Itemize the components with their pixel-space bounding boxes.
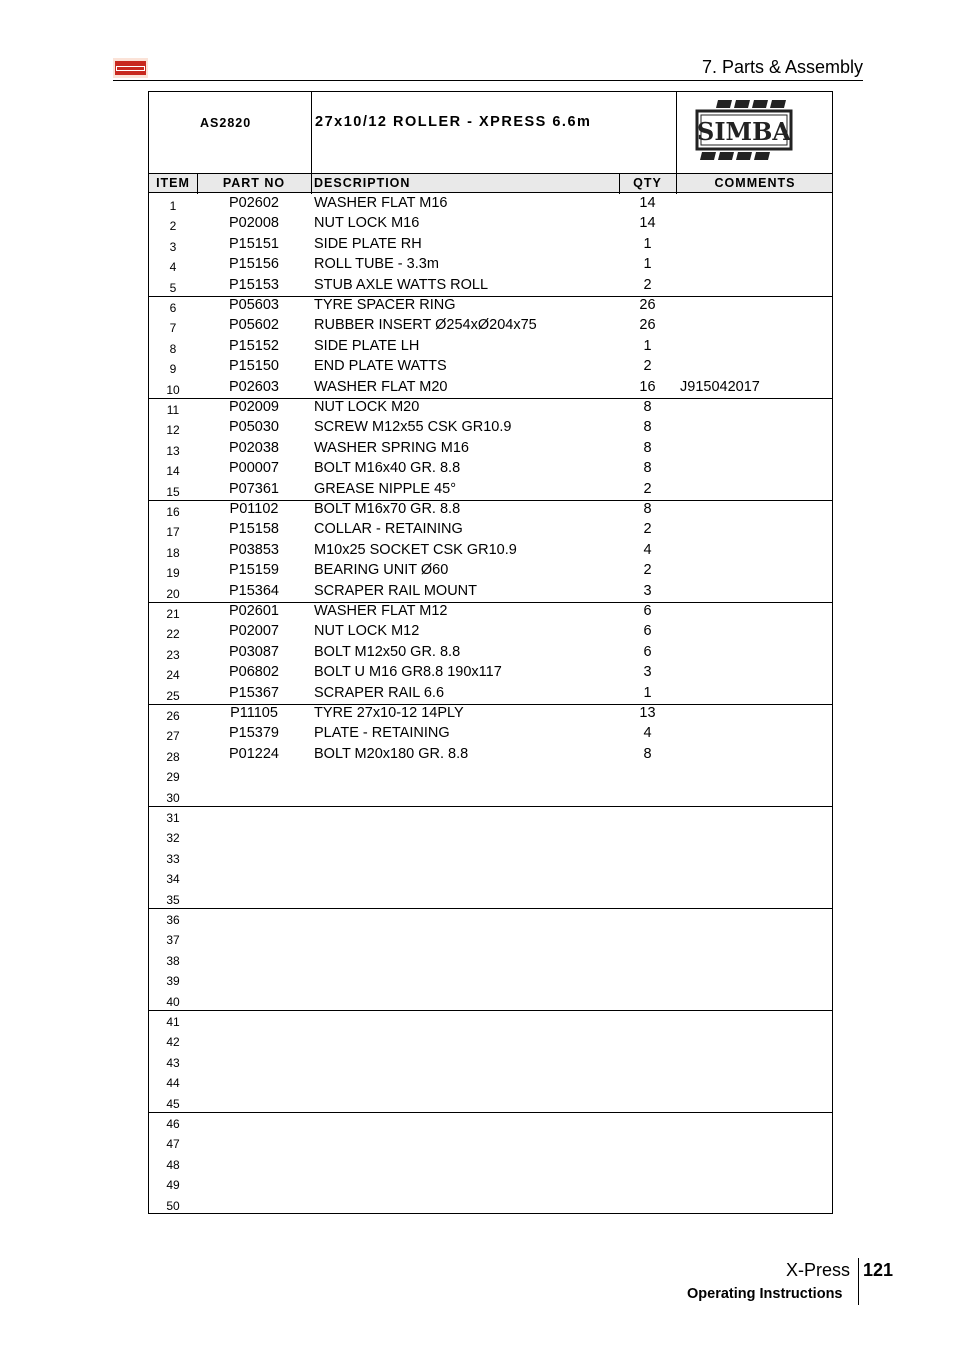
item-cell: 45 bbox=[166, 1096, 180, 1111]
qty-cell: 8 bbox=[643, 745, 652, 762]
item-cell: 16 bbox=[166, 505, 180, 519]
description-cell: BOLT M20x180 GR. 8.8 bbox=[314, 745, 469, 762]
table-row bbox=[149, 745, 832, 765]
item-cell: 32 bbox=[166, 831, 180, 846]
table-row bbox=[149, 1010, 832, 1030]
description-cell: GREASE NIPPLE 45° bbox=[314, 480, 456, 497]
item-cell: 28 bbox=[166, 749, 180, 764]
qty-cell: 2 bbox=[643, 276, 652, 293]
footer-subtitle: Operating Instructions bbox=[687, 1286, 843, 1302]
item-cell: 43 bbox=[166, 1055, 180, 1070]
item-cell: 5 bbox=[169, 280, 177, 295]
item-cell: 21 bbox=[166, 607, 180, 621]
part-no-cell: P01102 bbox=[229, 501, 279, 517]
table-row bbox=[149, 316, 832, 336]
item-cell: 7 bbox=[169, 321, 177, 336]
item-cell: 4 bbox=[169, 260, 177, 275]
description-cell: TYRE 27x10-12 14PLY bbox=[314, 705, 464, 721]
item-cell: 25 bbox=[166, 688, 180, 703]
assembly-title: 27x10/12 ROLLER - XPRESS 6.6m bbox=[315, 114, 592, 130]
description-cell: ROLL TUBE - 3.3m bbox=[314, 256, 439, 273]
table-row bbox=[149, 806, 832, 826]
qty-cell: 2 bbox=[643, 521, 652, 538]
qty-cell: 14 bbox=[639, 215, 656, 232]
description-cell: SCRAPER RAIL MOUNT bbox=[314, 582, 478, 599]
qty-cell: 3 bbox=[643, 582, 652, 599]
part-no-cell: P06802 bbox=[229, 664, 279, 681]
col-comments: COMMENTS bbox=[714, 176, 796, 190]
table-row bbox=[149, 867, 832, 887]
description-cell: SIDE PLATE RH bbox=[314, 235, 422, 252]
part-no-cell: P03853 bbox=[229, 541, 279, 558]
item-cell: 11 bbox=[166, 403, 180, 417]
table-row bbox=[149, 928, 832, 948]
table-row bbox=[149, 378, 832, 398]
svg-text:SIMBA: SIMBA bbox=[696, 117, 792, 146]
part-no-cell: P01224 bbox=[229, 745, 279, 762]
header-rule bbox=[113, 80, 863, 81]
col-part-no: PART NO bbox=[222, 176, 286, 190]
part-no-cell: P05602 bbox=[229, 317, 279, 334]
col-item: ITEM bbox=[156, 176, 190, 190]
table-row bbox=[149, 1194, 832, 1214]
footer-divider bbox=[858, 1258, 859, 1305]
qty-cell: 1 bbox=[643, 684, 652, 701]
item-cell: 17 bbox=[166, 525, 180, 540]
description-cell: BEARING UNIT Ø60 bbox=[314, 562, 449, 579]
page-number: 121 bbox=[863, 1260, 894, 1280]
item-cell: 48 bbox=[166, 1157, 180, 1172]
description-cell: RUBBER INSERT Ø254xØ204x75 bbox=[314, 317, 537, 334]
item-cell: 34 bbox=[166, 872, 180, 887]
table-row bbox=[149, 1132, 832, 1152]
item-cell: 46 bbox=[166, 1117, 180, 1131]
item-cell: 50 bbox=[166, 1198, 180, 1213]
parts-table bbox=[148, 91, 833, 1214]
part-no-cell: P02008 bbox=[229, 215, 279, 232]
part-no-cell: P15152 bbox=[229, 337, 279, 354]
table-row bbox=[149, 398, 832, 418]
table-row bbox=[149, 765, 832, 785]
part-no-cell: P02601 bbox=[229, 603, 279, 619]
part-no-cell: P15159 bbox=[229, 562, 279, 579]
table-row bbox=[149, 500, 832, 520]
item-cell: 1 bbox=[169, 199, 177, 213]
section-title: 7. Parts & Assembly bbox=[701, 57, 863, 77]
column-divider bbox=[197, 174, 198, 194]
item-cell: 42 bbox=[166, 1035, 180, 1050]
description-cell: WASHER FLAT M20 bbox=[314, 378, 448, 395]
footer-product: X-Press bbox=[786, 1260, 851, 1280]
qty-cell: 8 bbox=[643, 460, 652, 477]
comments-cell: J915042017 bbox=[680, 378, 760, 395]
part-no-cell: P15156 bbox=[229, 256, 279, 273]
table-row bbox=[149, 480, 832, 500]
table-row bbox=[149, 337, 832, 357]
description-cell: NUT LOCK M12 bbox=[314, 623, 420, 640]
qty-cell: 8 bbox=[643, 419, 652, 436]
qty-cell: 8 bbox=[643, 399, 652, 415]
table-row bbox=[149, 990, 832, 1010]
table-row bbox=[149, 357, 832, 377]
item-cell: 47 bbox=[166, 1137, 180, 1152]
description-cell: TYRE SPACER RING bbox=[314, 297, 456, 313]
item-cell: 33 bbox=[166, 851, 180, 866]
item-cell: 20 bbox=[166, 586, 180, 601]
table-row bbox=[149, 1153, 832, 1173]
part-no-cell: P03087 bbox=[229, 643, 279, 660]
item-cell: 10 bbox=[166, 382, 180, 397]
table-row bbox=[149, 235, 832, 255]
description-cell: BOLT M12x50 GR. 8.8 bbox=[314, 643, 461, 660]
item-cell: 6 bbox=[169, 301, 177, 315]
description-cell: BOLT M16x70 GR. 8.8 bbox=[314, 501, 461, 517]
qty-cell: 8 bbox=[643, 501, 652, 517]
col-qty: QTY bbox=[633, 176, 662, 190]
description-cell: NUT LOCK M20 bbox=[314, 399, 420, 415]
table-row bbox=[149, 847, 832, 867]
part-no-cell: P15367 bbox=[229, 684, 279, 701]
description-cell: PLATE - RETAINING bbox=[314, 725, 450, 742]
part-no-cell: P02007 bbox=[229, 623, 279, 640]
description-cell: SCREW M12x55 CSK GR10.9 bbox=[314, 419, 512, 436]
item-cell: 29 bbox=[166, 770, 180, 785]
description-cell: BOLT U M16 GR8.8 190x117 bbox=[314, 664, 502, 681]
qty-cell: 1 bbox=[643, 337, 652, 354]
table-row bbox=[149, 418, 832, 438]
item-cell: 27 bbox=[166, 729, 180, 744]
table-row bbox=[149, 1030, 832, 1050]
item-cell: 39 bbox=[166, 974, 180, 989]
part-no-cell: P02603 bbox=[229, 378, 279, 395]
part-no-cell: P15379 bbox=[229, 725, 279, 742]
qty-cell: 6 bbox=[643, 643, 652, 660]
qty-cell: 16 bbox=[639, 378, 656, 395]
table-row bbox=[149, 663, 832, 683]
qty-cell: 2 bbox=[643, 562, 652, 579]
qty-cell: 14 bbox=[639, 195, 656, 211]
part-no-cell: P05603 bbox=[229, 297, 279, 313]
part-no-cell: P02602 bbox=[229, 195, 279, 211]
qty-cell: 8 bbox=[643, 439, 652, 456]
item-cell: 2 bbox=[169, 219, 177, 234]
item-cell: 9 bbox=[169, 362, 177, 377]
part-no-cell: P15364 bbox=[229, 582, 279, 599]
item-cell: 40 bbox=[166, 994, 180, 1009]
item-cell: 18 bbox=[166, 545, 180, 560]
table-row bbox=[149, 908, 832, 928]
table-row bbox=[149, 459, 832, 479]
description-cell: STUB AXLE WATTS ROLL bbox=[314, 276, 489, 293]
item-cell: 26 bbox=[166, 709, 180, 723]
table-row bbox=[149, 1092, 832, 1112]
assembly-number: AS2820 bbox=[200, 116, 252, 130]
description-cell: END PLATE WATTS bbox=[314, 358, 447, 375]
item-cell: 15 bbox=[166, 484, 180, 499]
table-row bbox=[149, 643, 832, 663]
table-row bbox=[149, 582, 832, 602]
qty-cell: 4 bbox=[643, 725, 652, 742]
part-no-cell: P15150 bbox=[229, 358, 279, 375]
col-description: DESCRIPTION bbox=[314, 176, 411, 190]
item-cell: 36 bbox=[166, 913, 180, 927]
header-divider bbox=[311, 92, 312, 194]
simba-logo-icon bbox=[694, 99, 794, 163]
item-cell: 30 bbox=[166, 790, 180, 805]
table-row bbox=[149, 622, 832, 642]
item-cell: 14 bbox=[166, 464, 180, 479]
part-no-cell: P15158 bbox=[229, 521, 279, 538]
item-cell: 8 bbox=[169, 341, 177, 356]
item-cell: 22 bbox=[166, 627, 180, 642]
description-cell: M10x25 SOCKET CSK GR10.9 bbox=[314, 541, 517, 558]
qty-cell: 1 bbox=[643, 256, 652, 273]
description-cell: WASHER FLAT M16 bbox=[314, 195, 448, 211]
item-cell: 12 bbox=[166, 423, 180, 438]
part-no-cell: P11105 bbox=[230, 705, 278, 721]
item-cell: 13 bbox=[166, 443, 180, 458]
qty-cell: 4 bbox=[643, 541, 652, 558]
description-cell: WASHER FLAT M12 bbox=[314, 603, 448, 619]
table-row bbox=[149, 602, 832, 622]
description-cell: WASHER SPRING M16 bbox=[314, 439, 469, 456]
item-cell: 44 bbox=[166, 1076, 180, 1091]
item-cell: 38 bbox=[166, 953, 180, 968]
qty-cell: 6 bbox=[643, 603, 652, 619]
description-cell: NUT LOCK M16 bbox=[314, 215, 420, 232]
part-no-cell: P15153 bbox=[229, 276, 279, 293]
table-row bbox=[149, 1112, 832, 1132]
table-row bbox=[149, 1173, 832, 1193]
part-no-cell: P15151 bbox=[229, 235, 279, 252]
item-cell: 19 bbox=[166, 566, 180, 581]
table-row bbox=[149, 1071, 832, 1091]
part-no-cell: P00007 bbox=[229, 460, 279, 477]
qty-cell: 26 bbox=[639, 317, 656, 334]
table-row bbox=[149, 704, 832, 724]
table-row bbox=[149, 1051, 832, 1071]
qty-cell: 13 bbox=[639, 705, 656, 721]
description-cell: BOLT M16x40 GR. 8.8 bbox=[314, 460, 461, 477]
table-row bbox=[149, 826, 832, 846]
qty-cell: 6 bbox=[643, 623, 652, 640]
table-row bbox=[149, 724, 832, 744]
table-row bbox=[149, 439, 832, 459]
simba-header-logo-icon bbox=[113, 58, 148, 78]
part-no-cell: P05030 bbox=[229, 419, 279, 436]
qty-cell: 26 bbox=[639, 297, 656, 313]
qty-cell: 2 bbox=[643, 480, 652, 497]
table-row bbox=[149, 541, 832, 561]
item-cell: 31 bbox=[166, 811, 180, 825]
part-no-cell: P07361 bbox=[229, 480, 279, 497]
table-header-row bbox=[149, 173, 832, 193]
table-row bbox=[149, 786, 832, 806]
table-row bbox=[149, 684, 832, 704]
table-row bbox=[149, 194, 832, 214]
header-divider bbox=[676, 92, 677, 194]
item-cell: 41 bbox=[166, 1015, 180, 1029]
item-cell: 37 bbox=[166, 933, 180, 948]
item-cell: 49 bbox=[166, 1178, 180, 1193]
table-row bbox=[149, 296, 832, 316]
table-row bbox=[149, 888, 832, 908]
table-row bbox=[149, 276, 832, 296]
table-row bbox=[149, 255, 832, 275]
qty-cell: 2 bbox=[643, 358, 652, 375]
item-cell: 24 bbox=[166, 668, 180, 683]
qty-cell: 1 bbox=[643, 235, 652, 252]
description-cell: COLLAR - RETAINING bbox=[314, 521, 463, 538]
column-divider bbox=[619, 174, 620, 194]
item-cell: 35 bbox=[166, 892, 180, 907]
part-no-cell: P02009 bbox=[229, 399, 279, 415]
description-cell: SCRAPER RAIL 6.6 bbox=[314, 684, 445, 701]
table-row bbox=[149, 949, 832, 969]
table-row bbox=[149, 561, 832, 581]
table-row bbox=[149, 520, 832, 540]
table-row bbox=[149, 969, 832, 989]
item-cell: 3 bbox=[169, 239, 177, 254]
item-cell: 23 bbox=[166, 647, 180, 662]
part-no-cell: P02038 bbox=[229, 439, 279, 456]
description-cell: SIDE PLATE LH bbox=[314, 337, 420, 354]
table-row bbox=[149, 214, 832, 234]
qty-cell: 3 bbox=[643, 664, 652, 681]
